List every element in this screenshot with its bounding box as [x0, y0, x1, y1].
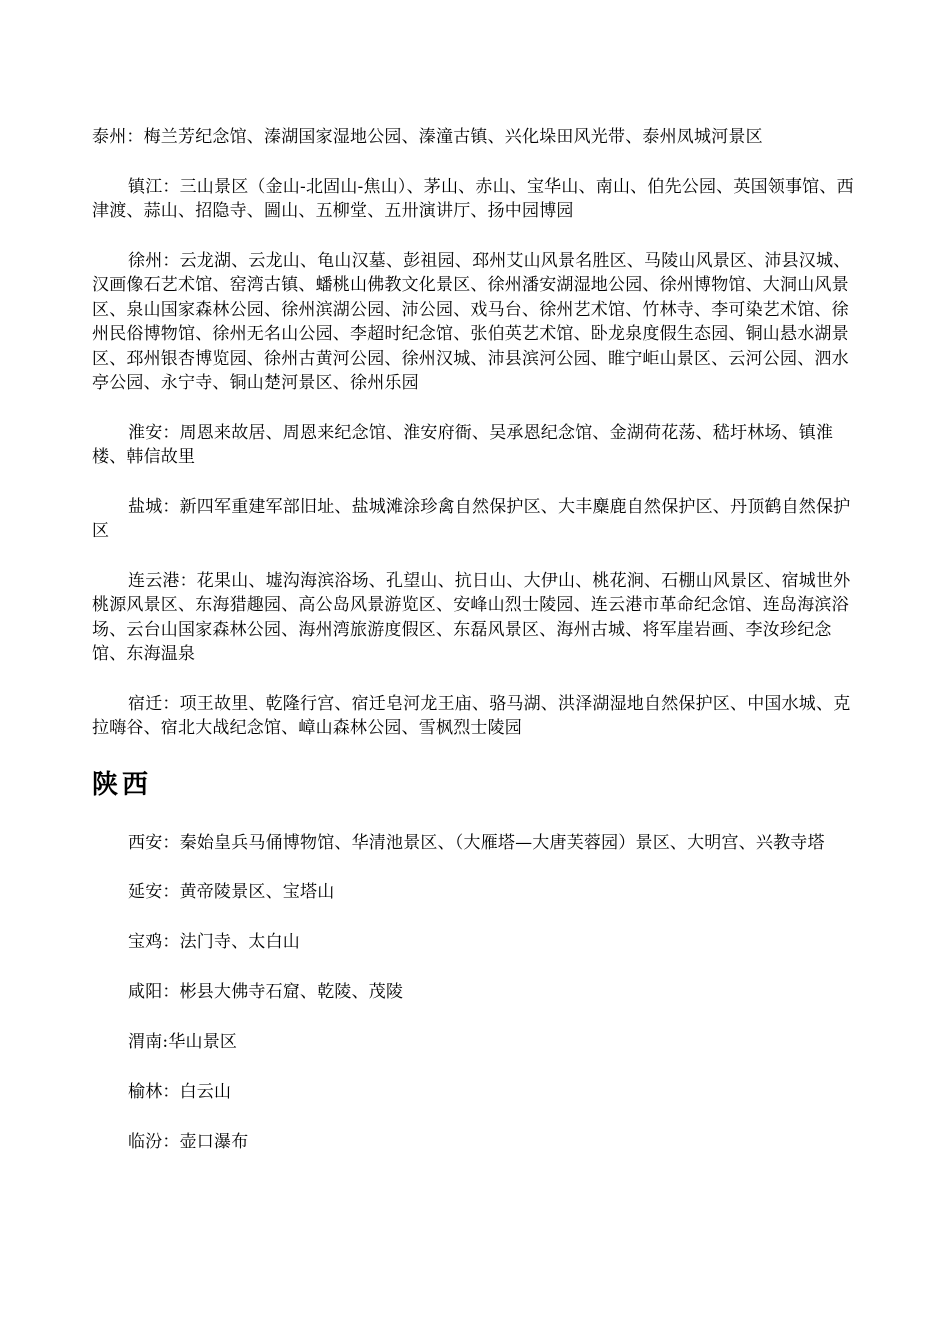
paragraph-zhenjiang: 镇江：三山景区（金山-北固山-焦山）、茅山、赤山、宝华山、南山、伯先公园、英国领事馆、西津渡、蒜山、招隐寺、圌山、五柳堂、五卅演讲厅、扬中园博园	[92, 176, 854, 221]
paragraph-yanan: 延安：黄帝陵景区、宝塔山	[128, 882, 335, 902]
paragraph-weinan: 渭南:华山景区	[128, 1032, 238, 1052]
paragraph-lianyungang: 连云港：花果山、墟沟海滨浴场、孔望山、抗日山、大伊山、桃花涧、石棚山风景区、宿城世外桃源风景区、东海猎趣园、高公岛风景游览区、安峰山烈士陵园、连云港市革命纪念馆、连岛海滨浴场、云台山国家森林公园、海州湾旅游度假区、东磊风景区、海州古城、将军崖岩画、李汝珍纪念馆、东海温泉	[92, 570, 851, 664]
paragraph-xuzhou: 徐州：云龙湖、云龙山、龟山汉墓、彭祖园、邳州艾山风景名胜区、马陵山风景区、沛县汉城、汉画像石艺术馆、窑湾古镇、蟠桃山佛教文化景区、徐州潘安湖湿地公园、徐州博物馆、大洞山风景区、泉山国家森林公园、徐州滨湖公园、沛公园、戏马台、徐州艺术馆、竹林寺、李可染艺术馆、徐州民俗博物馆、徐州无名山公园、李超时纪念馆、张伯英艺术馆、卧龙泉度假生态园、铜山悬水湖景区、邳州银杏博览园、徐州古黄河公园、徐州汉城、沛县滨河公园、睢宁岠山景区、云河公园、泗水亭公园、永宁寺、铜山楚河景区、徐州乐园	[92, 250, 851, 393]
paragraph-yancheng: 盐城：新四军重建军部旧址、盐城滩涂珍禽自然保护区、大丰麋鹿自然保护区、丹顶鹤自然保护区	[92, 496, 851, 541]
paragraph-yulin: 榆林：白云山	[128, 1082, 232, 1102]
section-heading-shaanxi: 陕西	[92, 769, 153, 800]
paragraph-huaian: 淮安：周恩来故居、周恩来纪念馆、淮安府衙、吴承恩纪念馆、金湖荷花荡、嵇圩林场、镇淮楼、韩信故里	[92, 422, 834, 467]
paragraph-xian: 西安：秦始皇兵马俑博物馆、华清池景区、（大雁塔—大唐芙蓉园）景区、大明宫、兴教寺塔	[128, 832, 825, 853]
paragraph-linfen: 临汾：壶口瀑布	[128, 1132, 249, 1152]
paragraph-baoji: 宝鸡：法门寺、太白山	[128, 932, 300, 952]
paragraph-taizhou: 泰州：梅兰芳纪念馆、溱湖国家湿地公园、溱潼古镇、兴化垛田风光带、泰州凤城河景区	[92, 127, 763, 147]
paragraph-suqian: 宿迁：项王故里、乾隆行宫、宿迁皂河龙王庙、骆马湖、洪泽湖湿地自然保护区、中国水城、克拉嗨谷、宿北大战纪念馆、嶂山森林公园、雪枫烈士陵园	[92, 693, 851, 738]
paragraph-xianyang: 咸阳：彬县大佛寺石窟、乾陵、茂陵	[128, 982, 404, 1002]
document-page	[92, 125, 864, 1180]
